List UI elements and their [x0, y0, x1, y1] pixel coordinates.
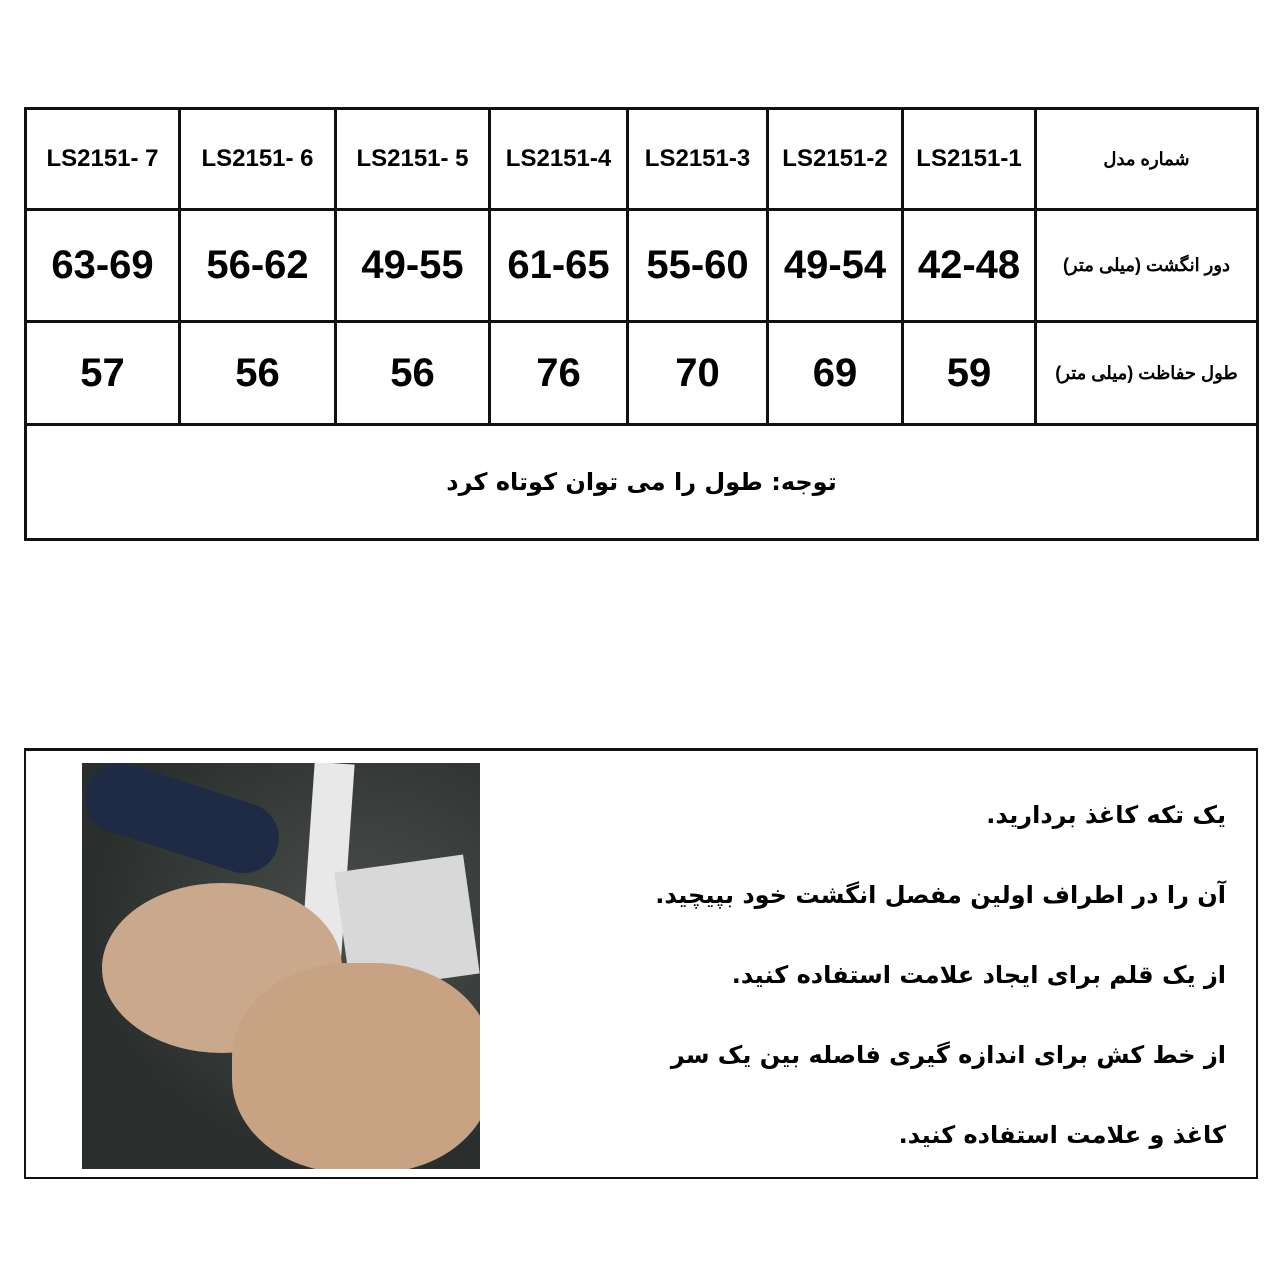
- value-cell: 49-54: [768, 210, 903, 322]
- value-cell: 42-48: [903, 210, 1036, 322]
- value-cell: 70: [628, 322, 768, 425]
- circumference-row: [26, 210, 1258, 322]
- length-row: [26, 322, 1258, 425]
- value-cell: 76: [490, 322, 628, 425]
- model-cell: LS2151- 5: [336, 109, 490, 210]
- value-cell: 59: [903, 322, 1036, 425]
- model-cell: LS2151-4: [490, 109, 628, 210]
- instructions-box: [24, 748, 1258, 1179]
- value-cell: 63-69: [26, 210, 180, 322]
- instruction-line: از یک قلم برای ایجاد علامت استفاده کنید.: [731, 961, 1226, 989]
- value-cell: 56-62: [180, 210, 336, 322]
- model-cell: LS2151-3: [628, 109, 768, 210]
- value-cell: 56: [336, 322, 490, 425]
- instructions-text: [655, 755, 1226, 1195]
- note-row: [26, 425, 1258, 540]
- value-cell: 49-55: [336, 210, 490, 322]
- value-cell: 55-60: [628, 210, 768, 322]
- instruction-line: آن را در اطراف اولین مفصل انگشت خود بپیچید.: [655, 881, 1226, 909]
- size-table: [24, 107, 1259, 541]
- instruction-line: کاغذ و علامت استفاده کنید.: [898, 1121, 1226, 1149]
- model-cell: LS2151- 6: [180, 109, 336, 210]
- header-label: شماره مدل: [1036, 109, 1258, 210]
- instruction-line: از خط کش برای اندازه گیری فاصله بین یک سر: [670, 1041, 1226, 1069]
- value-cell: 56: [180, 322, 336, 425]
- model-cell: LS2151-2: [768, 109, 903, 210]
- note: توجه: طول را می توان کوتاه کرد: [26, 425, 1258, 540]
- value-cell: 69: [768, 322, 903, 425]
- model-row: [26, 109, 1258, 210]
- measuring-finger-photo: [82, 763, 480, 1169]
- model-cell: LS2151-1: [903, 109, 1036, 210]
- length-label: طول حفاظت (میلی متر): [1036, 322, 1258, 425]
- instruction-line: یک تکه کاغذ بردارید.: [986, 801, 1226, 829]
- value-cell: 57: [26, 322, 180, 425]
- model-cell: LS2151- 7: [26, 109, 180, 210]
- circumference-label: دور انگشت (میلی متر): [1036, 210, 1258, 322]
- value-cell: 61-65: [490, 210, 628, 322]
